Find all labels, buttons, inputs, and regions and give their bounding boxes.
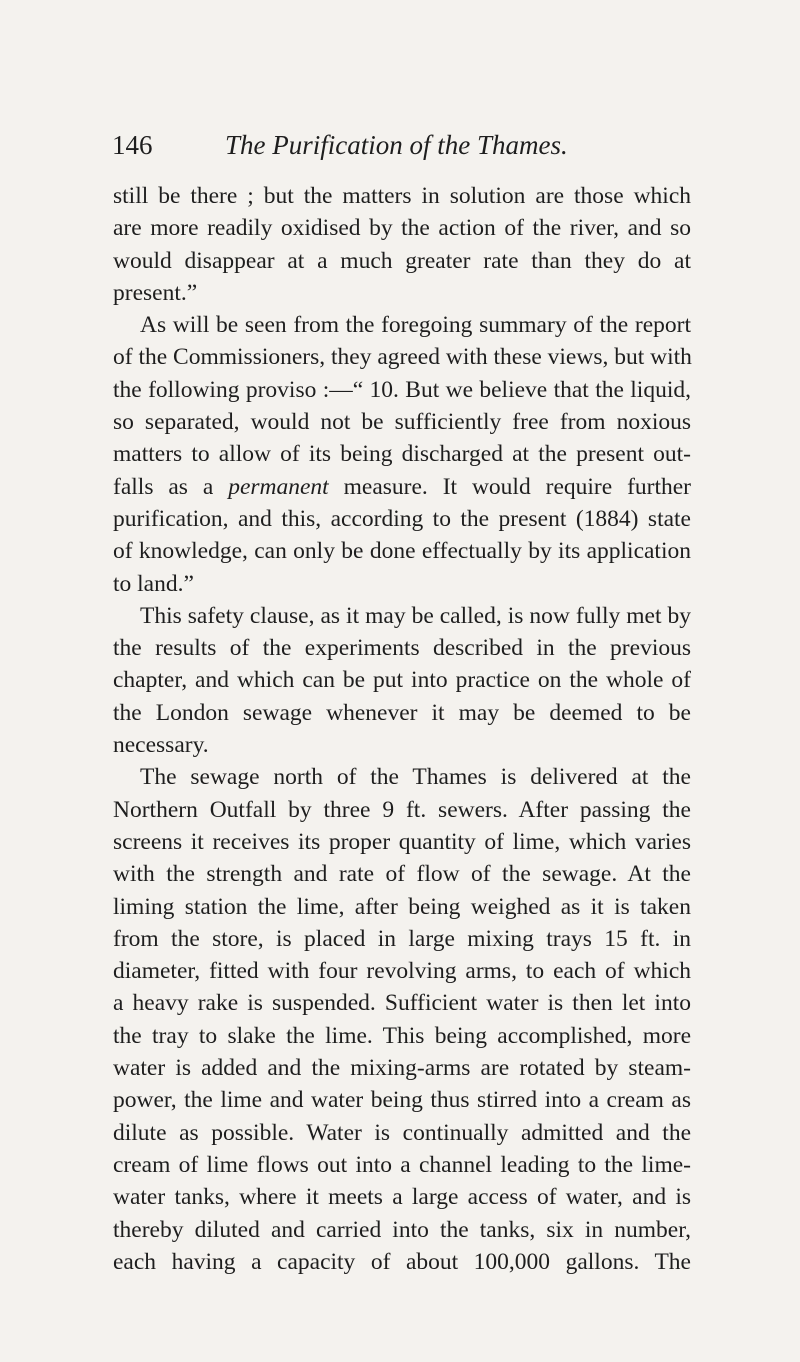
- text-line: matters to allow of its being discharged at the present out-: [113, 441, 691, 468]
- text-line: water tanks, where it meets a large access of water, and is: [113, 1184, 691, 1211]
- text-line-with-emphasis: [113, 471, 691, 503]
- text-line: cream of lime flows out into a channel leading to the lime-: [113, 1151, 691, 1178]
- text-line: would disappear at a much greater rate than they do at: [113, 247, 691, 274]
- text-line: from the store, is placed in large mixing trays 15 ft. in: [113, 925, 691, 952]
- text-line: power, the lime and water being thus stirred into a cream as: [113, 1087, 691, 1114]
- text-line: are more readily oxidised by the action of the river, and so: [113, 215, 691, 242]
- paragraph-end-line: necessary.: [113, 732, 209, 759]
- text-line: chapter, and which can be put into practice on the whole of: [113, 667, 691, 694]
- page-number: 146: [112, 130, 153, 160]
- running-title: The Purification of the Thames.: [225, 130, 568, 160]
- paragraph-end-line: to land.”: [113, 570, 194, 597]
- text-line: of knowledge, can only be done effectually by its application: [113, 538, 691, 565]
- text-line: the following proviso :—“ 10. But we believe that the liquid,: [113, 376, 691, 403]
- text-line: purification, and this, according to the present (1884) state: [113, 505, 691, 532]
- text-line: so separated, would not be sufficiently free from noxious: [113, 409, 691, 436]
- paragraph-start-line: This safety clause, as it may be called, is now fully met by: [140, 602, 691, 629]
- text-line: screens it receives its proper quantity of lime, which varies: [113, 828, 691, 855]
- text-line: each having a capacity of about 100,000 gallons. The: [113, 1248, 691, 1275]
- emphasis-permanent: permanent: [228, 473, 329, 500]
- text-line: a heavy rake is suspended. Sufficient water is then let into: [113, 990, 691, 1017]
- text-line: liming station the lime, after being weighed as it is taken: [113, 893, 691, 920]
- page-header: [112, 130, 692, 170]
- text-line: with the strength and rate of flow of the sewage. At the: [113, 861, 691, 888]
- text-line: of the Commissioners, they agreed with these views, but with: [113, 344, 692, 371]
- line-suffix: measure. It would require further: [328, 473, 692, 500]
- text-line: still be there ; but the matters in solution are those which: [113, 183, 691, 209]
- body-text: [113, 180, 691, 1278]
- text-line: the London sewage whenever it may be deemed to be: [113, 699, 691, 726]
- paragraph-end-line: present.”: [113, 279, 198, 306]
- line-prefix: falls as a: [113, 473, 229, 500]
- text-line: thereby diluted and carried into the tanks, six in number,: [113, 1216, 691, 1243]
- text-line: dilute as possible. Water is continually admitted and the: [113, 1119, 691, 1146]
- text-line: the results of the experiments described in the previous: [113, 635, 691, 662]
- text-line: the tray to slake the lime. This being accomplished, more: [113, 1022, 691, 1049]
- paragraph-start-line: The sewage north of the Thames is delivered at the: [140, 764, 691, 791]
- text-line: water is added and the mixing-arms are rotated by steam-: [113, 1055, 691, 1082]
- text-line: Northern Outfall by three 9 ft. sewers. After passing the: [113, 796, 691, 823]
- text-line: diameter, fitted with four revolving arms, to each of which: [113, 958, 691, 985]
- paragraph-start-line: As will be seen from the foregoing summary of the report: [140, 312, 691, 339]
